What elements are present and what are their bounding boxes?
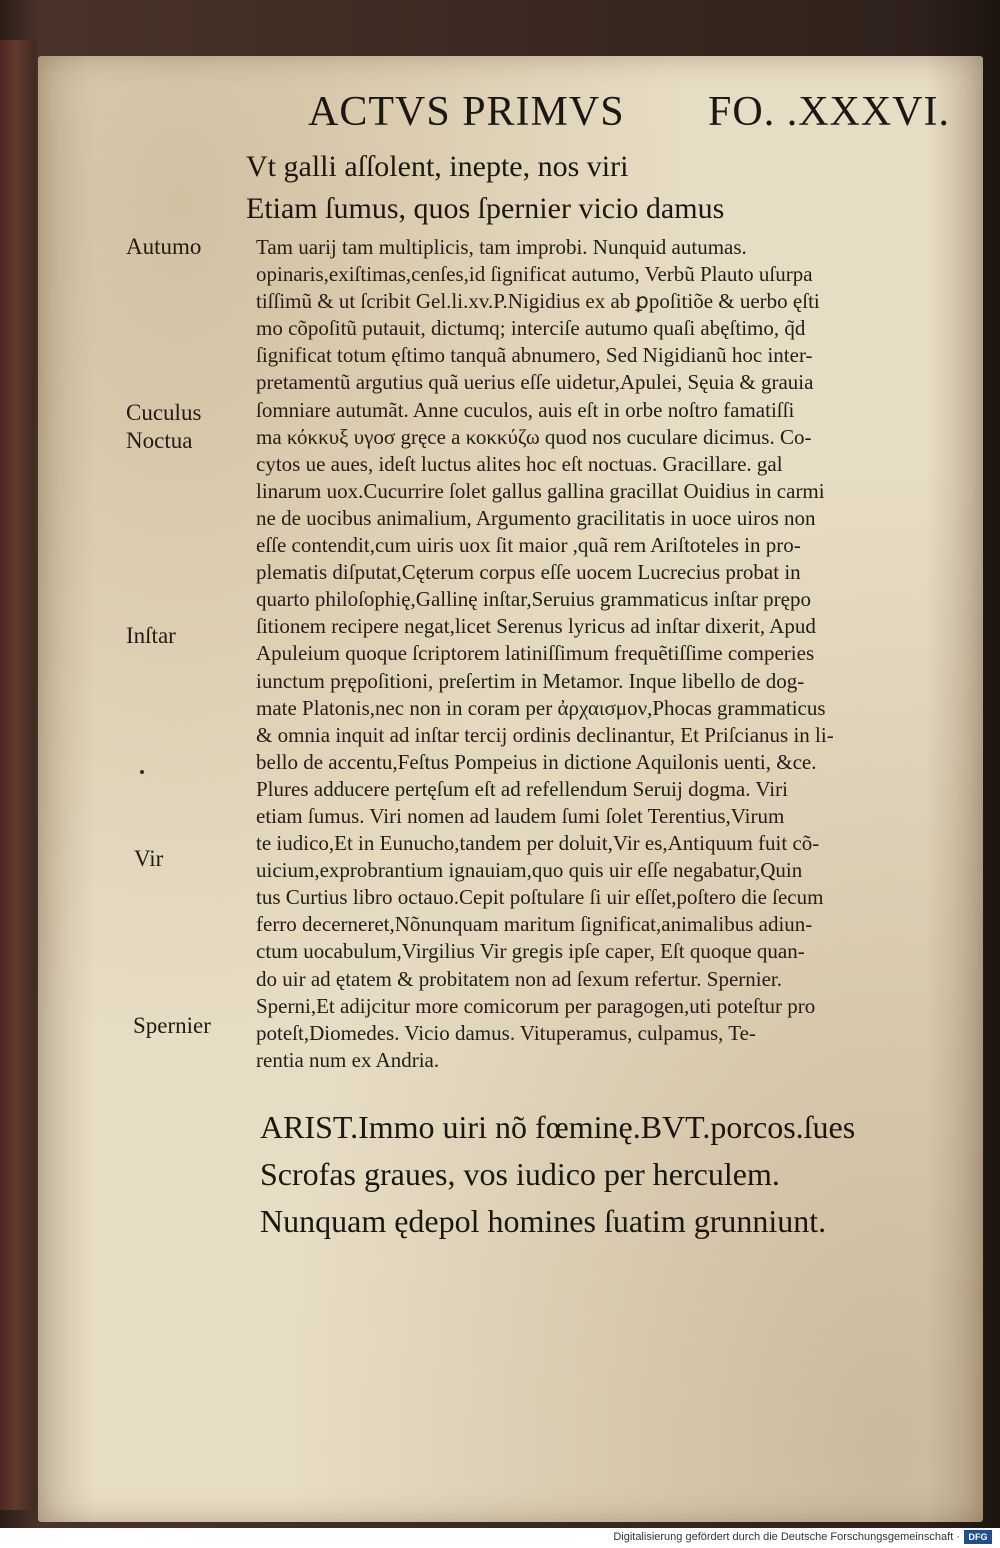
commentary-line: quarto philoſophię,Gallinę inſtar,Seruius grammaticus inſtar prępo (256, 587, 811, 612)
verse-line: Nunquam ędepol homines ſuatim grunniunt. (260, 1203, 827, 1239)
commentary-line: ferro decerneret,Nõnunquam maritum ſignificat,animalibus adiun- (256, 912, 813, 937)
commentary-block (256, 234, 968, 1074)
commentary-line: eſſe contendit,cum uiris uox ſit maior ,quã rem Ariſtoteles in pro- (256, 533, 801, 558)
commentary-line: etiam ſumus. Viri nomen ad laudem ſumi ſolet Terentius,Virum (256, 803, 785, 828)
commentary-line: Sperni,Et adijcitur more comicorum per paragogen,uti poteſtur pro (256, 993, 816, 1018)
commentary-line: cytos ue aues, ideſt luctus alites hoc eſt noctuas. Gracillare. gal (256, 451, 783, 476)
commentary-line: Apuleium quoque ſcriptorem latiniſſimum frequẽtiſſime comperies (256, 641, 815, 666)
commentary-line: ſignificat totum ęſtimo tanquã abnumero, Sed Nigidianũ hoc inter- (256, 343, 813, 368)
commentary-line: Plures adducere pertęſum eſt ad refellendum Seruij dogma. Viri (256, 776, 788, 801)
commentary-line: uicium,exprobrantium ignauiam,quo quis uir eſſe negabatur,Quin (256, 858, 803, 883)
commentary-line: & omnia inquit ad inſtar tercij ordinis declinantur, Et Priſcianus in li- (256, 722, 834, 747)
commentary-line: ma κόκκυξ υγοσ gręce a κοκκύζω quod nos cuculare dicimus. Co- (256, 424, 812, 449)
margin-dot-mark (140, 770, 144, 774)
commentary-line: Tam uarij tam multiplicis, tam improbi. Nunquid autumas. (256, 235, 747, 259)
commentary-line: ſitionem recipere negat,licet Serenus lyricus ad inſtar dixerit, Apud (256, 614, 816, 639)
margin-note-instar: Inſtar (126, 623, 176, 648)
book-spine-edge (0, 40, 36, 1510)
commentary-line: pretamentũ argutius quã uerius eſſe uidetur,Apulei, Sęuia & grauia (256, 370, 814, 395)
verse-block-bottom (260, 1104, 975, 1245)
verse-line: Vt galli aſſolent, inepte, nos viri (246, 150, 629, 183)
commentary-line: te iudico,Et in Eunucho,tandem per doluit,Vir es,Antiquum fuit cõ- (256, 831, 820, 856)
commentary-line: ctum uocabulum,Virgilius Vir gregis ipſe caper, Eſt quoque quan- (256, 939, 805, 964)
commentary-line: bello de accentu,Feſtus Pompeius in dictione Aquilonis uenti, &ce. (256, 749, 817, 774)
commentary-line: opinaris,exiſtimas,cenſes,id ſignificat autumo, Verbũ Plauto uſurpa (256, 262, 813, 287)
commentary-line: iunctum prępoſitioni, preſertim in Metamor. Inque libello de dog- (256, 668, 805, 693)
commentary-line: ſomniare autumãt. Anne cuculos, auis eſt in orbe noſtro famatiſſi (256, 397, 795, 422)
margin-note-spernier: Spernier (133, 1013, 211, 1038)
dfg-logo: DFG (964, 1530, 992, 1544)
verse-block-top (246, 146, 946, 230)
margin-note-cuculus: Cuculus (126, 400, 202, 425)
commentary-line: do uir ad ętatem & probitatem non ad ſexum refertur. Spernier. (256, 966, 783, 991)
funding-credit: Digitalisierung gefördert durch die Deutsche Forschungsgemeinschaft · (613, 1531, 960, 1543)
folio-number: FO. .XXXVI. (708, 89, 950, 135)
commentary-line: mo cõpoſitũ putauit, dictumq; interciſe autumo quaſi abęſtimo, q̃d (256, 316, 806, 341)
commentary-line: tiſſimũ & ut ſcribit Gel.li.xv.P.Nigidius ex ab ꝑpoſitiõe & uerbo ęſti (256, 289, 820, 314)
commentary-line: rentia num ex Andria. (256, 1047, 440, 1072)
verse-line: Etiam ſumus, quos ſpernier vicio damus (246, 192, 725, 225)
margin-note-autumo: Autumo (126, 234, 202, 259)
commentary-line: mate Platonis,nec non in coram per ἀρχαισμον,Phocas grammaticus (256, 695, 826, 720)
verse-line: ARIST.Immo uiri nõ fœminę.BVT.porcos.ſues (260, 1109, 856, 1145)
commentary-line: linarum uox.Cucurrire ſolet gallus gallina gracillat Ouidius in carmi (256, 478, 825, 503)
running-header-title: ACTVS PRIMVS (308, 89, 625, 135)
margin-note-noctua: Noctua (126, 428, 193, 453)
verse-line: Scrofas graues, vos iudico per herculem. (260, 1156, 780, 1192)
commentary-line: poteſt,Diomedes. Vicio damus. Vituperamus, culpamus, Te- (256, 1020, 756, 1045)
margin-note-vir: Vir (134, 846, 164, 871)
commentary-line: plematis diſputat,Cęterum corpus eſſe uocem Lucrecius probat in (256, 560, 801, 585)
commentary-line: ne de uocibus animalium, Argumento gracilitatis in uoce uiros non (256, 505, 816, 530)
commentary-line: tus Curtius libro octauo.Cepit poſtulare ſi uir eſſet,poſtero die ſecum (256, 885, 824, 910)
